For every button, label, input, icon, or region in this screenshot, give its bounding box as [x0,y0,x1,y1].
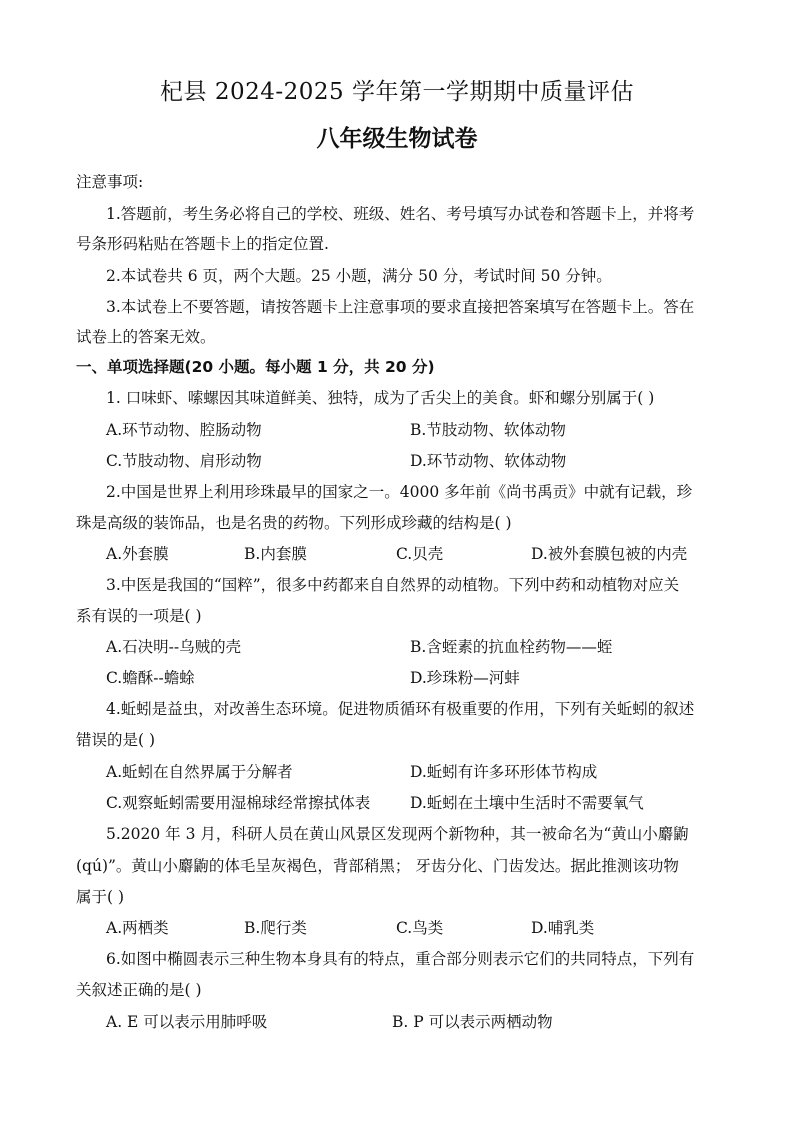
question-4-stem-line-1: 4.蚯蚓是益虫，对改善生态环境。促进物质循环有极重要的作用，下列有关蚯蚓的叙述 [106,700,695,718]
question-1-option-d: D.环节动物、软体动物 [410,452,567,470]
question-3-stem-line-2: 系有误的一项是( ) [76,607,202,625]
notice-heading: 注意事项: [76,173,144,191]
question-4-option-a: A.蚯蚓在自然界属于分解者 [106,763,293,781]
question-4-option-c: C.观察蚯蚓需要用湿棉球经常擦拭体表 [106,794,371,812]
question-6-stem-line-1: 6.如图中椭圆表示三种生物本身具有的特点，重合部分则表示它们的共同特点，下列有 [106,950,695,968]
exam-subtitle: 八年级生物试卷 [316,126,478,152]
question-1-option-b: B.节肢动物、软体动物 [410,421,566,439]
question-4-option-d: D.蚯蚓在土壤中生活时不需要氧气 [410,794,644,812]
question-2-option-d: D.被外套膜包被的内壳 [531,545,688,563]
notice-item-3-line-1: 3.本试卷上不要答题，请按答题卡上注意事项的要求直接把答案填写在答题卡上。答在 [106,298,695,316]
question-6-option-a: A. E 可以表示用肺呼吸 [106,1013,268,1031]
question-5-option-c: C.鸟类 [396,919,444,937]
notice-item-3-line-2: 试卷上的答案无效。 [76,328,216,346]
question-3-stem-line-1: 3.中医是我国的“国粹”，很多中药都来自自然界的动植物。下列中药和动植物对应关 [106,576,680,594]
question-5-stem-line-2: (qú)”。黄山小麝鼩的体毛呈灰褐色，背部稍黑； 牙齿分化、门齿发达。据此推测该功物 [76,857,679,875]
question-3-option-b: B.含蛭素的抗血栓药物——蛭 [410,638,613,656]
question-1-option-c: C.节肢动物、肩形动物 [106,452,262,470]
question-3-option-a: A.石决明--乌贼的壳 [106,638,242,656]
question-2-option-a: A.外套膜 [106,545,169,563]
question-5-stem-line-1: 5.2020 年 3 月，科研人员在黄山风景区发现两个新物种，其一被命名为“黄山小麝鼩 [106,825,689,843]
question-6-stem-line-2: 关叙述正确的是( ) [76,981,202,999]
question-3-option-c: C.蟾酥--蟾蜍 [106,669,195,687]
question-6-option-b: B. P 可以表示两栖动物 [392,1013,553,1031]
question-2-option-b: B.内套膜 [244,545,307,563]
question-5-option-b: B.爬行类 [244,919,307,937]
notice-item-1-line-2: 号条形码粘贴在答题卡上的指定位置. [76,235,329,253]
question-3-option-d: D.珍珠粉—河蚌 [410,669,520,687]
notice-item-1-line-1: 1.答题前，考生务必将自己的学校、班级、姓名、考号填写办试卷和答题卡上，并将考 [106,205,695,223]
question-4-stem-line-2: 错误的是( ) [76,731,156,749]
question-5-stem-line-3: 属于( ) [76,888,125,906]
question-1-stem: 1. 口味虾、嗦螺因其味道鲜美、独特，成为了舌尖上的美食。虾和螺分别属于( ) [106,389,655,407]
question-5-option-a: A.两栖类 [106,919,169,937]
question-2-stem-line-1: 2.中国是世界上利用珍珠最早的国家之一。4000 多年前《尚书禹贡》中就有记载，珍 [106,483,693,501]
question-5-option-d: D.哺乳类 [531,919,595,937]
question-2-stem-line-2: 珠是高级的装饰品，也是名贵的药物。下列形成珍藏的结构是( ) [76,514,512,532]
question-2-option-c: C.贝壳 [396,545,444,563]
section-1-heading: 一、单项选择题(20 小题。每小题 1 分，共 20 分) [76,358,435,376]
exam-title: 杞县 2024-2025 学年第一学期期中质量评估 [160,79,634,105]
question-4-option-b: D.蚯蚓有许多环形体节构成 [410,763,598,781]
notice-item-2: 2.本试卷共 6 页，两个大题。25 小题，满分 50 分，考试时间 50 分钟。 [106,267,612,285]
question-1-option-a: A.环节动物、腔肠动物 [106,421,262,439]
